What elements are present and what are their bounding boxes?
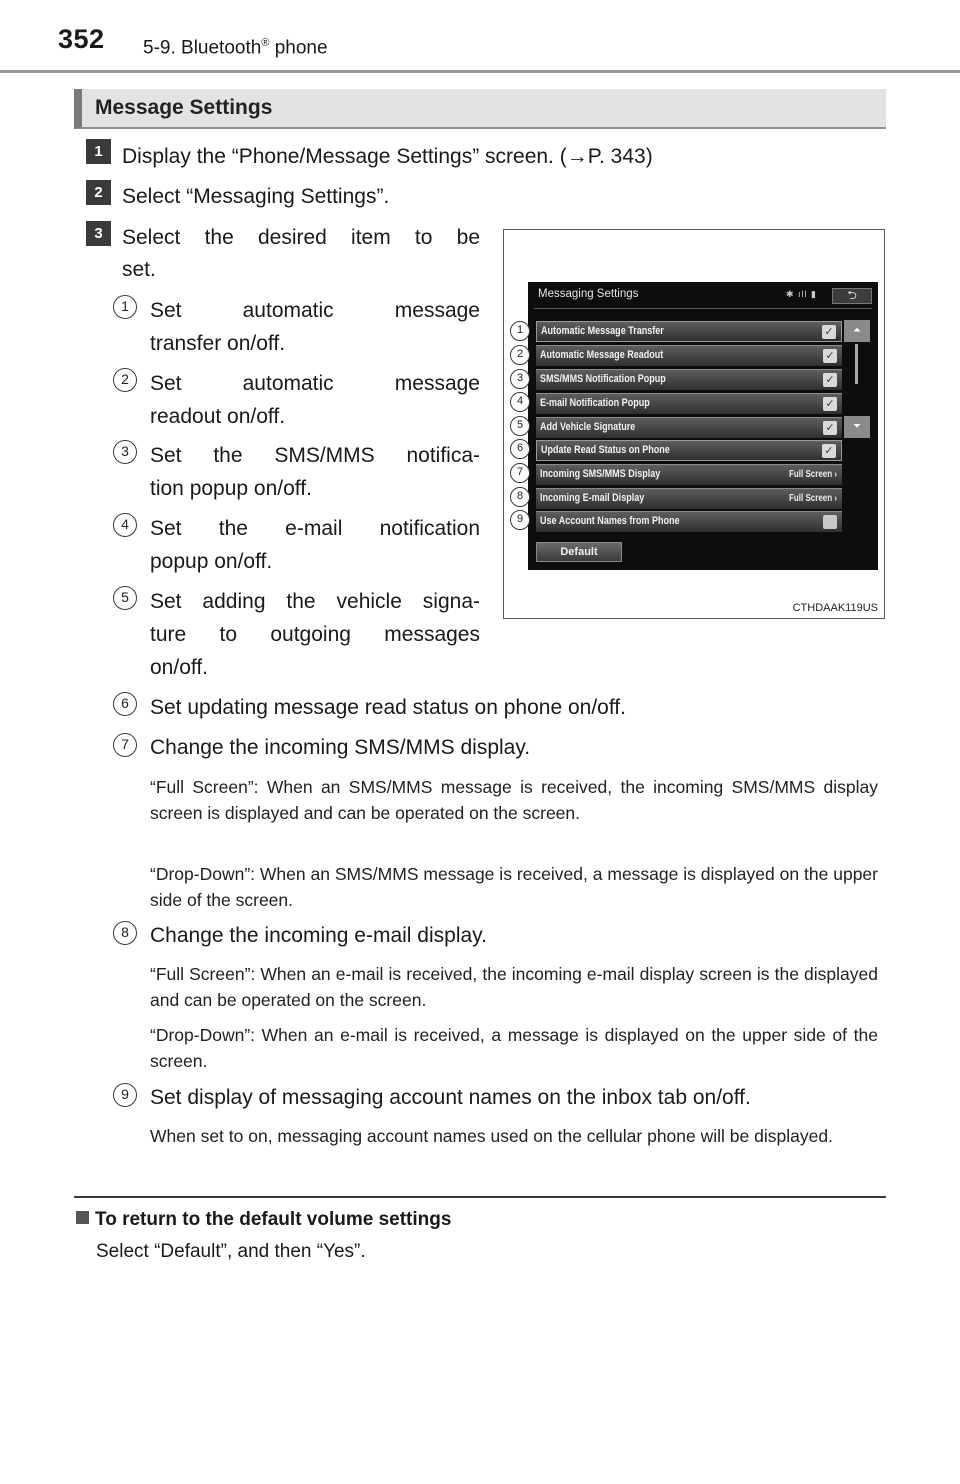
setting-label: Incoming SMS/MMS Display bbox=[540, 468, 661, 480]
callout-5: 5 bbox=[510, 416, 530, 436]
double-chevron-up-icon: ⏶ bbox=[853, 325, 861, 336]
setting-label: Automatic Message Readout bbox=[540, 349, 664, 361]
setting-label: Use Account Names from Phone bbox=[540, 515, 680, 527]
subsection-heading bbox=[76, 1209, 451, 1231]
item-2-line2: readout on/off. bbox=[150, 405, 286, 428]
setting-value: Full Screen › bbox=[788, 469, 837, 480]
setting-row-5[interactable] bbox=[536, 417, 842, 438]
setting-label: Update Read Status on Phone bbox=[541, 444, 670, 456]
checkbox-unchecked-icon[interactable] bbox=[823, 515, 837, 529]
note-7-drop-down: “Drop-Down”: When an SMS/MMS message is received, a message is displayed on the upper side of the screen. bbox=[150, 864, 878, 910]
figure-code: CTHDAAK119US bbox=[792, 602, 878, 614]
scroll-up-button[interactable] bbox=[844, 320, 870, 342]
item-5-line3: on/off. bbox=[150, 656, 208, 679]
registered-mark: ® bbox=[261, 37, 270, 49]
chapter-name: 5-9. Bluetooth bbox=[143, 37, 262, 59]
item-number-4: 4 bbox=[113, 513, 137, 537]
setting-row-2[interactable] bbox=[536, 345, 842, 366]
item-4-line1: Set the e-mail notification bbox=[150, 517, 480, 540]
checkbox-checked-icon[interactable]: ✓ bbox=[822, 325, 836, 339]
chapter-suffix: phone bbox=[269, 37, 328, 59]
scroll-down-button[interactable] bbox=[844, 416, 870, 438]
item-4-line2: popup on/off. bbox=[150, 550, 273, 573]
item-number-5: 5 bbox=[113, 586, 137, 610]
section-divider bbox=[74, 1196, 886, 1198]
item-8-text: Change the incoming e-mail display. bbox=[150, 924, 487, 947]
setting-value: Full Screen › bbox=[788, 493, 837, 504]
callout-6: 6 bbox=[510, 439, 530, 459]
subsection-body: Select “Default”, and then “Yes”. bbox=[96, 1241, 366, 1262]
checkbox-checked-icon[interactable]: ✓ bbox=[823, 349, 837, 363]
step-number-2: 2 bbox=[86, 180, 111, 205]
setting-label: E-mail Notification Popup bbox=[540, 397, 650, 409]
setting-row-9[interactable] bbox=[536, 511, 842, 532]
item-6-text: Set updating message read status on phone on/off. bbox=[150, 696, 626, 719]
step-text-2: Select “Messaging Settings”. bbox=[122, 185, 390, 208]
setting-label: Automatic Message Transfer bbox=[541, 325, 664, 337]
item-7-text: Change the incoming SMS/MMS display. bbox=[150, 736, 531, 759]
step-number-3: 3 bbox=[86, 221, 111, 246]
step-number-1: 1 bbox=[86, 139, 111, 164]
item-number-6: 6 bbox=[113, 692, 137, 716]
item-2-line1: Set automatic message bbox=[150, 372, 480, 395]
double-chevron-down-icon: ⏷ bbox=[853, 421, 861, 432]
step-text-3-line1: Select the desired item to be bbox=[122, 226, 480, 249]
checkbox-checked-icon[interactable]: ✓ bbox=[822, 444, 836, 458]
checkbox-checked-icon[interactable]: ✓ bbox=[823, 397, 837, 411]
page-number: 352 bbox=[58, 24, 105, 54]
callout-7: 7 bbox=[510, 463, 530, 483]
item-number-8: 8 bbox=[113, 921, 137, 945]
setting-row-7[interactable] bbox=[536, 464, 842, 485]
setting-label: Add Vehicle Signature bbox=[540, 421, 636, 433]
setting-label: SMS/MMS Notification Popup bbox=[540, 373, 666, 385]
setting-row-1[interactable] bbox=[536, 321, 842, 342]
back-button[interactable] bbox=[832, 288, 872, 304]
setting-row-3[interactable] bbox=[536, 369, 842, 390]
item-3-line2: tion popup on/off. bbox=[150, 477, 312, 500]
item-number-7: 7 bbox=[113, 733, 137, 757]
back-arrow-icon: ⮌ bbox=[847, 288, 857, 302]
item-9-text: Set display of messaging account names on the inbox tab on/off. bbox=[150, 1086, 751, 1109]
item-number-9: 9 bbox=[113, 1083, 137, 1107]
setting-row-4[interactable] bbox=[536, 393, 842, 414]
messaging-settings-screen bbox=[528, 282, 878, 570]
screen-figure bbox=[503, 229, 885, 619]
item-number-1: 1 bbox=[113, 295, 137, 319]
screen-divider bbox=[534, 308, 872, 309]
subsection-title: To return to the default volume settings bbox=[95, 1209, 452, 1230]
item-5-line2: ture to outgoing messages bbox=[150, 623, 480, 646]
note-8-drop-down: “Drop-Down”: When an e-mail is received, a message is displayed on the upper side of the screen. bbox=[150, 1025, 878, 1071]
section-heading bbox=[74, 89, 886, 129]
item-1-line2: transfer on/off. bbox=[150, 332, 286, 355]
scrollbar[interactable] bbox=[855, 344, 858, 384]
step-text-3-line2: set. bbox=[122, 258, 156, 281]
item-number-3: 3 bbox=[113, 440, 137, 464]
default-button[interactable]: Default bbox=[536, 542, 622, 562]
item-5-line1: Set adding the vehicle signa- bbox=[150, 590, 480, 613]
step-text-1: Display the “Phone/Message Settings” screen. (→P. 343) bbox=[122, 145, 653, 168]
section-title: Message Settings bbox=[95, 96, 273, 119]
callout-8: 8 bbox=[510, 487, 530, 507]
item-3-line1: Set the SMS/MMS notifica- bbox=[150, 444, 480, 467]
square-bullet-icon bbox=[76, 1211, 89, 1224]
header-rule bbox=[0, 70, 960, 73]
checkbox-checked-icon[interactable]: ✓ bbox=[823, 421, 837, 435]
screen-title: Messaging Settings bbox=[538, 288, 639, 300]
callout-1: 1 bbox=[510, 321, 530, 341]
callout-3: 3 bbox=[510, 369, 530, 389]
note-7-full-screen: “Full Screen”: When an SMS/MMS message is received, the incoming SMS/MMS display screen is displayed and can be operated on the screen. bbox=[150, 777, 878, 823]
callout-9: 9 bbox=[510, 510, 530, 530]
note-9: When set to on, messaging account names used on the cellular phone will be displayed. bbox=[150, 1126, 833, 1146]
setting-label: Incoming E-mail Display bbox=[540, 492, 645, 504]
chapter-title bbox=[143, 37, 328, 59]
setting-row-8[interactable] bbox=[536, 488, 842, 509]
item-1-line1: Set automatic message bbox=[150, 299, 480, 322]
note-8-full-screen: “Full Screen”: When an e-mail is received, the incoming e-mail display screen is the displayed and can be operated on the screen. bbox=[150, 964, 878, 1010]
status-icons: ✱ ıll ▮ bbox=[786, 289, 817, 299]
checkbox-checked-icon[interactable]: ✓ bbox=[823, 373, 837, 387]
item-number-2: 2 bbox=[113, 368, 137, 392]
callout-2: 2 bbox=[510, 345, 530, 365]
setting-row-6[interactable] bbox=[536, 440, 842, 461]
callout-4: 4 bbox=[510, 392, 530, 412]
